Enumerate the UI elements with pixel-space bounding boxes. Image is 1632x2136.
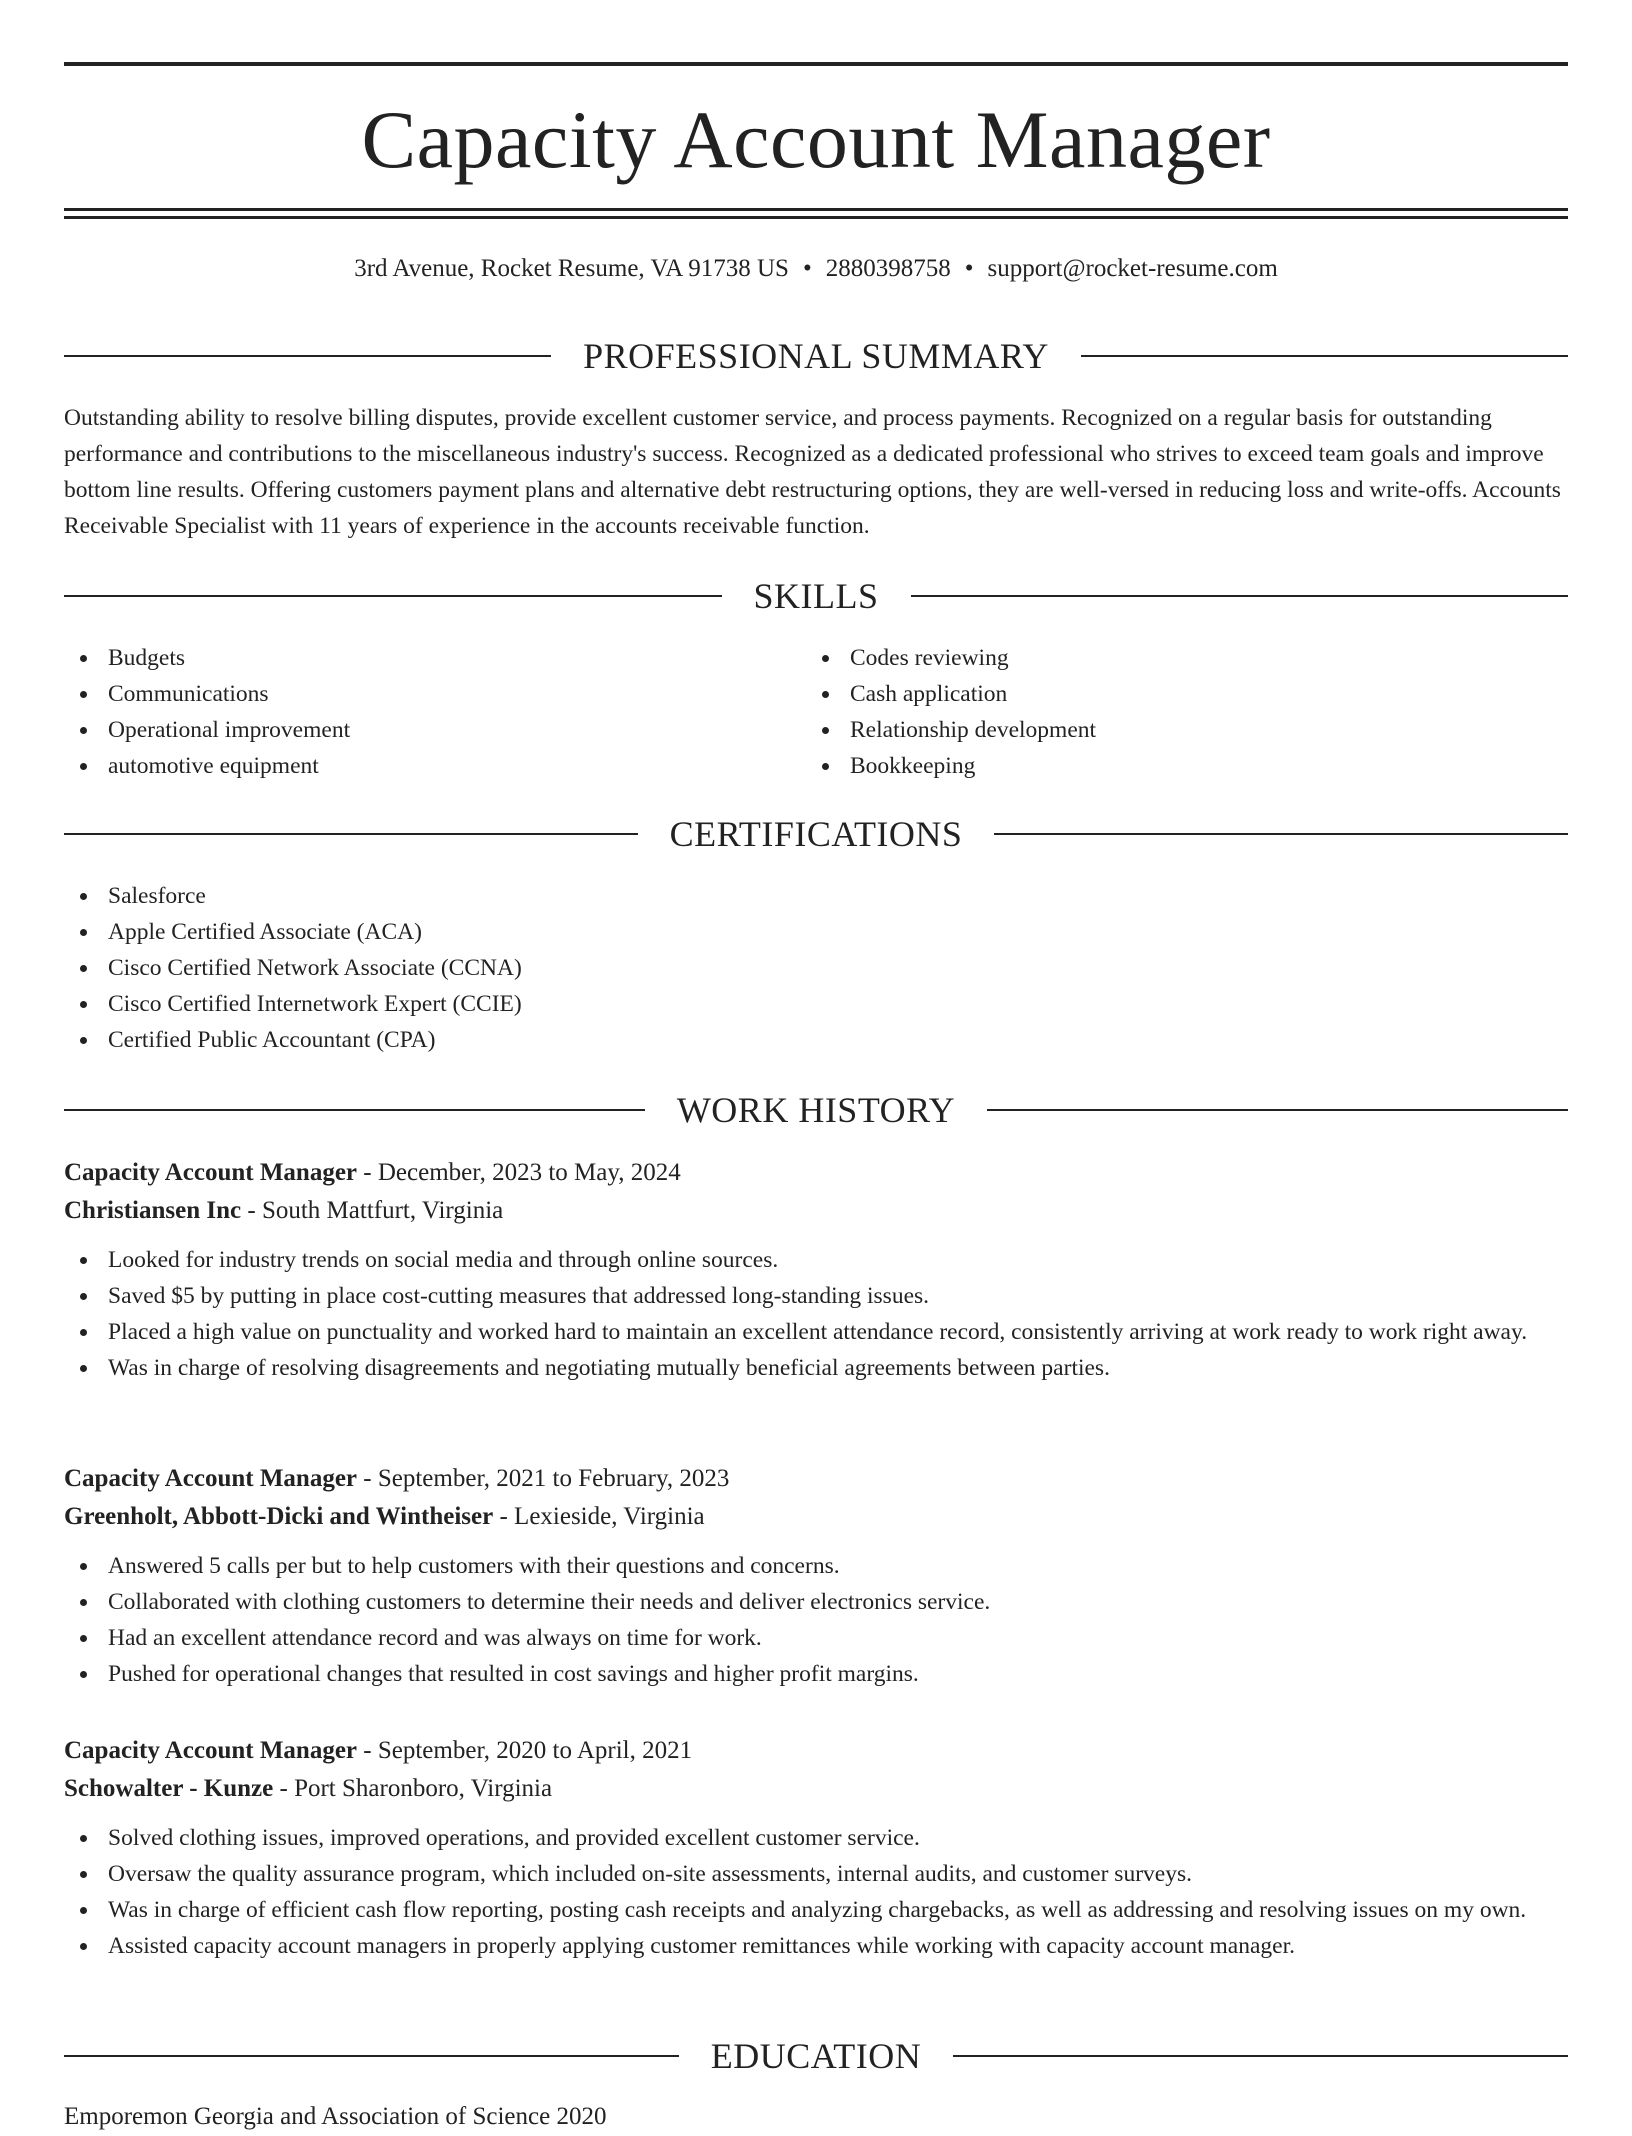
skill-item: automotive equipment [64,748,804,784]
skill-item: Relationship development [806,712,1566,748]
job-bullet: Answered 5 calls per but to help customers with their questions and concerns. [64,1548,1568,1584]
job-bullet: Assisted capacity account managers in properly applying customer remittances while working with capacity account manager. [64,1928,1568,1964]
skill-item: Operational improvement [64,712,804,748]
section-header-summary [64,334,1568,378]
section-header-skills [64,574,1568,618]
skill-item: Budgets [64,640,804,676]
contact-address: 3rd Avenue, Rocket Resume, VA 91738 US [354,255,789,282]
section-header-work [64,1088,1568,1132]
skills-list-left [64,640,804,784]
job-title: Capacity Account Manager [64,1465,358,1492]
section-title-work: WORK HISTORY [676,1090,956,1130]
section-rule-left [64,2055,679,2057]
job-bullet: Solved clothing issues, improved operations, and provided excellent customer service. [64,1820,1568,1856]
section-rule-right [911,595,1569,597]
job-title: Capacity Account Manager [64,1737,358,1764]
certification-item: Salesforce [64,878,1064,914]
job-bullets [64,1242,1568,1386]
header-double-rule-1 [64,208,1568,211]
job-location: - Lexieside, Virginia [493,1503,705,1530]
job-company: Schowalter - Kunze [64,1775,274,1802]
job-company-line [64,1770,1568,1808]
job-bullet: Pushed for operational changes that resulted in cost savings and higher profit margins. [64,1656,1568,1692]
job-company: Christiansen Inc [64,1197,242,1224]
job-bullet: Placed a high value on punctuality and worked hard to maintain an excellent attendance record, consistently arriving at work ready to work right away. [64,1314,1568,1350]
section-title-education: EDUCATION [710,2036,922,2076]
job-bullet: Oversaw the quality assurance program, which included on-site assessments, internal audits, and customer surveys. [64,1856,1568,1892]
job-location: - South Mattfurt, Virginia [241,1197,504,1224]
job-dates: - September, 2020 to April, 2021 [357,1737,693,1764]
job-location: - Port Sharonboro, Virginia [273,1775,553,1802]
section-rule-right [987,1109,1568,1111]
job-bullet: Collaborated with clothing customers to determine their needs and deliver electronics service. [64,1584,1568,1620]
job-entry [64,1732,1568,1964]
job-entry [64,1154,1568,1386]
section-title-skills: SKILLS [753,576,879,616]
section-rule-left [64,1109,645,1111]
section-rule-right [953,2055,1568,2057]
skill-item: Codes reviewing [806,640,1566,676]
contact-phone: 2880398758 [825,255,951,282]
job-company: Greenholt, Abbott-Dicki and Wintheiser [64,1503,494,1530]
job-title: Capacity Account Manager [64,1159,358,1186]
summary-text: Outstanding ability to resolve billing disputes, provide excellent customer service, and process payments. Recognized on a regular basis for outstanding performance and contributions to the miscellaneous industry's success. Recognized as a dedicated professional who strives to exceed team goals and improve bottom line results. Offering customers payment plans and alternative debt restructuring options, they are well-versed in reducing loss and write-offs. Accounts Receivable Specialist with 11 years of experience in the accounts receivable function. [64,405,1561,539]
header-top-rule [64,62,1568,66]
contact-separator: • [802,255,812,282]
job-title-line [64,1732,1568,1770]
job-bullet: Was in charge of efficient cash flow reporting, posting cash receipts and analyzing chargebacks, as well as addressing and resolving issues on my own. [64,1892,1568,1928]
job-company-line [64,1498,1568,1536]
job-entry [64,1460,1568,1692]
header-double-rule-2 [64,216,1568,219]
resume-name: Capacity Account Manager [361,94,1271,185]
section-title-certifications: CERTIFICATIONS [669,814,963,854]
certification-item: Cisco Certified Internetwork Expert (CCIE) [64,986,1064,1022]
job-bullet: Was in charge of resolving disagreements and negotiating mutually beneficial agreements between parties. [64,1350,1568,1386]
section-rule-left [64,355,551,357]
job-title-line [64,1154,1568,1192]
section-rule-right [994,833,1568,835]
section-rule-left [64,833,638,835]
certifications-list [64,878,1064,1058]
job-dates: - December, 2023 to May, 2024 [357,1159,681,1186]
section-rule-left [64,595,722,597]
skill-item: Cash application [806,676,1566,712]
job-company-line [64,1192,1568,1230]
contact-line [64,252,1568,286]
education-entry: Emporemon Georgia and Association of Science 2020 [64,2103,607,2130]
contact-email: support@rocket-resume.com [987,255,1278,282]
section-header-education [64,2034,1568,2078]
contact-separator: • [964,255,974,282]
job-bullet: Looked for industry trends on social media and through online sources. [64,1242,1568,1278]
skills-list-right [806,640,1566,784]
section-rule-right [1081,355,1568,357]
job-bullet: Had an excellent attendance record and was always on time for work. [64,1620,1568,1656]
job-dates: - September, 2021 to February, 2023 [357,1465,730,1492]
certification-item: Certified Public Accountant (CPA) [64,1022,1064,1058]
certification-item: Cisco Certified Network Associate (CCNA) [64,950,1064,986]
job-bullets [64,1548,1568,1692]
skill-item: Communications [64,676,804,712]
skill-item: Bookkeeping [806,748,1566,784]
job-title-line [64,1460,1568,1498]
section-header-certifications [64,812,1568,856]
job-bullet: Saved $5 by putting in place cost-cutting measures that addressed long-standing issues. [64,1278,1568,1314]
certification-item: Apple Certified Associate (ACA) [64,914,1064,950]
section-title-summary: PROFESSIONAL SUMMARY [583,336,1049,376]
job-bullets [64,1820,1568,1964]
